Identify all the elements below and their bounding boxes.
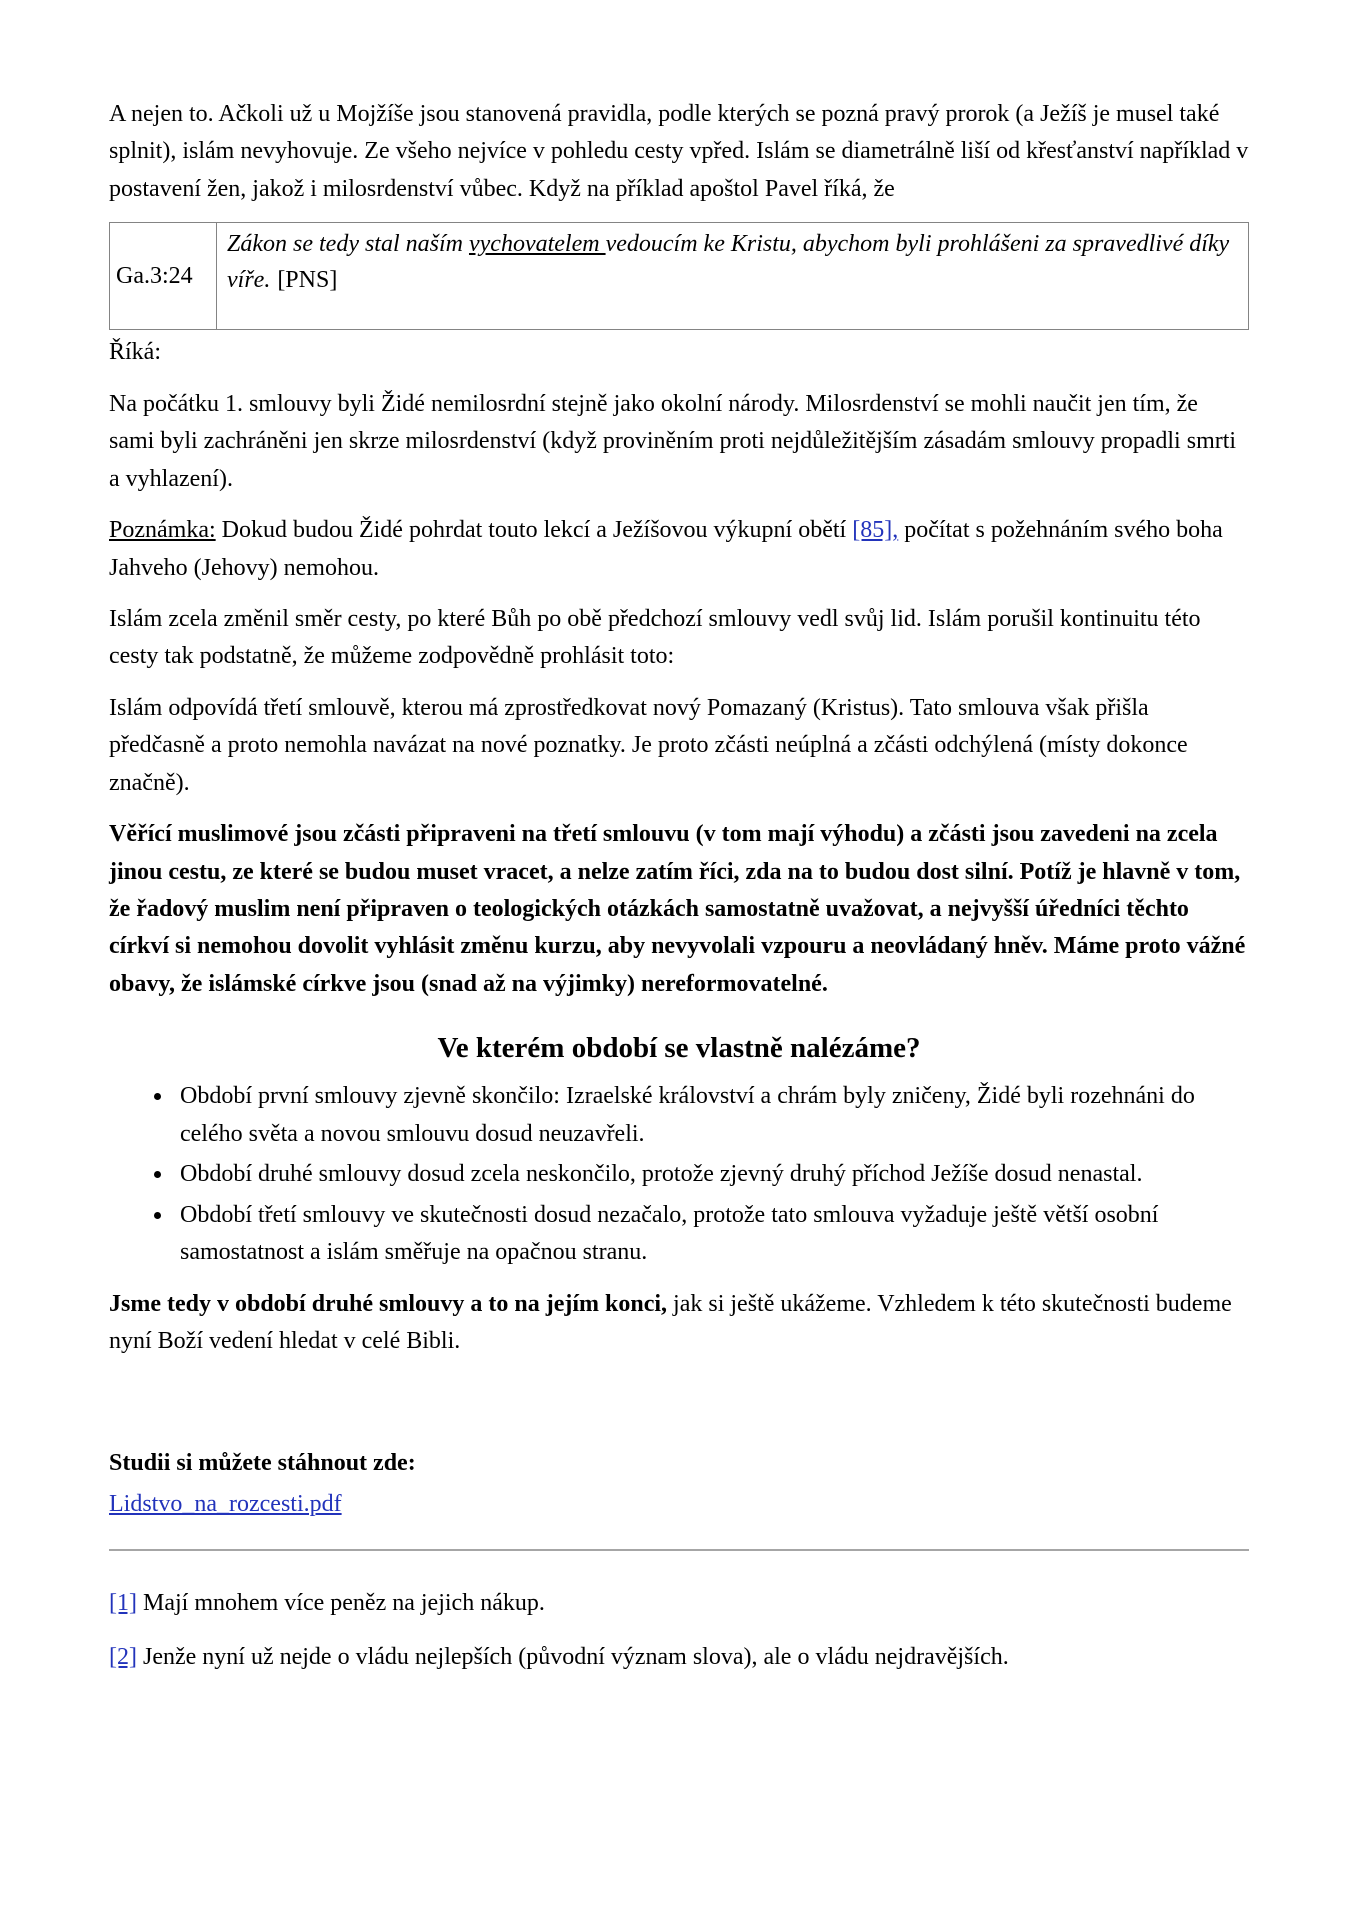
footnote-1 bbox=[109, 1585, 1249, 1622]
scripture-row bbox=[110, 223, 1249, 330]
footnote-2 bbox=[109, 1639, 1249, 1676]
paragraph-islam-direction: Islám zcela změnil směr cesty, po které Bůh po obě předchozí smlouvy vedl svůj lid. Islám porušil kontinuitu této cesty tak podstatně, že můžeme zodpovědně prohlásit toto: bbox=[109, 605, 1201, 670]
footnote-85-link[interactable]: [85], bbox=[852, 517, 899, 544]
scripture-reference: Ga.3:24 bbox=[110, 223, 217, 330]
paragraph-conclusion bbox=[109, 1286, 1249, 1361]
scripture-quote-underlined-word: vychovatelem bbox=[468, 231, 606, 258]
note-text-after-link: počítat s požehnáním svého boha Jahveho (Jehovy) nemohou. bbox=[109, 517, 1223, 581]
scripture-table bbox=[109, 222, 1249, 330]
scripture-quote-end: vedoucím ke Kristu, abychom byli prohlášeni za spravedlivé díky víře. bbox=[227, 231, 1230, 294]
footnotes-section bbox=[109, 1585, 1249, 1676]
conclusion-bold-part: Jsme tedy v období druhé smlouvy a to na jejím konci, bbox=[109, 1290, 668, 1317]
footnote-2-text: Jenže nyní už nejde o vládu nejlepších (původní význam slova), ale o vládu nejdravějších. bbox=[136, 1643, 1009, 1670]
list-item: • Období druhé smlouvy dosud zcela neskončilo, protože zjevný druhý příchod Ježíše dosud nenastal. bbox=[174, 1156, 1249, 1193]
footnote-2-link[interactable]: [2] bbox=[109, 1643, 137, 1670]
list-item: • Období třetí smlouvy ve skutečnosti dosud nezačalo, protože tato smlouva vyžaduje ještě větší osobní samostatnost a islám směřuje na opačnou stranu. bbox=[174, 1197, 1249, 1272]
download-section bbox=[109, 1445, 1249, 1524]
footnote-1-link[interactable]: [1] bbox=[109, 1590, 137, 1617]
paragraph-third-covenant: Islám odpovídá třetí smlouvě, kterou má zprostředkovat nový Pomazaný (Kristus). Tato smlouva však přišla předčasně a proto nemohla navázat na nové poznatky. Je proto zčásti neúplná a zčásti odchýlená (místy dokonce značně). bbox=[109, 694, 1188, 796]
pdf-download-link[interactable]: Lidstvo_na_rozcesti.pdf bbox=[109, 1490, 342, 1517]
paragraph-covenant: Na počátku 1. smlouvy byli Židé nemilosrdní stejně jako okolní národy. Milosrdenství se mohli naučit jen tím, že sami byli zachráněni jen skrze milosrdenství (když proviněním proti nejdůležitějším zásadám smlouvy propadli smrti a vyhlazení). bbox=[109, 390, 1237, 492]
download-link-line bbox=[109, 1486, 1249, 1523]
says-label: Říká: bbox=[109, 339, 161, 366]
note-label: Poznámka: bbox=[109, 517, 216, 544]
footnote-divider bbox=[109, 1549, 1249, 1551]
list-item: • Období první smlouvy zjevně skončilo: Izraelské království a chrám byly zničeny, Židé byli rozehnáni do celého světa a novou smlouvu dosud neuzavřeli. bbox=[174, 1078, 1249, 1153]
paragraph-muslims-bold: Věřící muslimové jsou zčásti připraveni na třetí smlouvu (v tom mají výhodu) a zčásti jsou zavedeni na zcela jinou cestu, ze které se budou muset vracet, a nelze zatím říci, zda na to budou dost silní. Potíž je hlavně v tom, že řadový muslim není připraven o teologických otázkách samostatně uvažovat, a nejvyšší úředníci těchto církví si nemohou dovolit vyhlásit změnu kurzu, aby nevyvolali vzpouru a neovládaný hněv. Máme proto vážné obavy, že islámské církve jsou (snad až na výjimky) nereformovatelné. bbox=[109, 821, 1246, 997]
scripture-quote-cell bbox=[217, 223, 1249, 330]
note-text-before-link: Dokud budou Židé pohrdat touto lekcí a Ježíšovou výkupní obětí bbox=[215, 517, 853, 544]
section-heading: Ve kterém období se vlastně nalézáme? bbox=[437, 1032, 921, 1065]
paragraph-intro: A nejen to. Ačkoli už u Mojžíše jsou stanovená pravidla, podle kterých se pozná pravý prorok (a Ježíš je musel také splnit), islám nevyhovuje. Ze všeho nejvíce v pohledu cesty vpřed. Islám se diametrálně liší od křesťanství například v postavení žen, jakož i milosrdenství vůbec. Když na příklad apoštol Pavel říká, že bbox=[109, 101, 1249, 202]
paragraph-note bbox=[109, 512, 1249, 587]
translation-tag: [PNS] bbox=[277, 267, 338, 294]
footnote-1-text: Mají mnohem více peněz na jejich nákup. bbox=[136, 1590, 545, 1617]
scripture-quote-start: Zákon se tedy stal naším bbox=[227, 231, 469, 258]
download-label: Studii si můžete stáhnout zde: bbox=[109, 1449, 416, 1476]
conclusion-regular-part: jak si ještě ukážeme. Vzhledem k této skutečnosti budeme nyní Boží vedení hledat v celé Bibli. bbox=[109, 1290, 1232, 1355]
period-list bbox=[109, 1078, 1249, 1271]
